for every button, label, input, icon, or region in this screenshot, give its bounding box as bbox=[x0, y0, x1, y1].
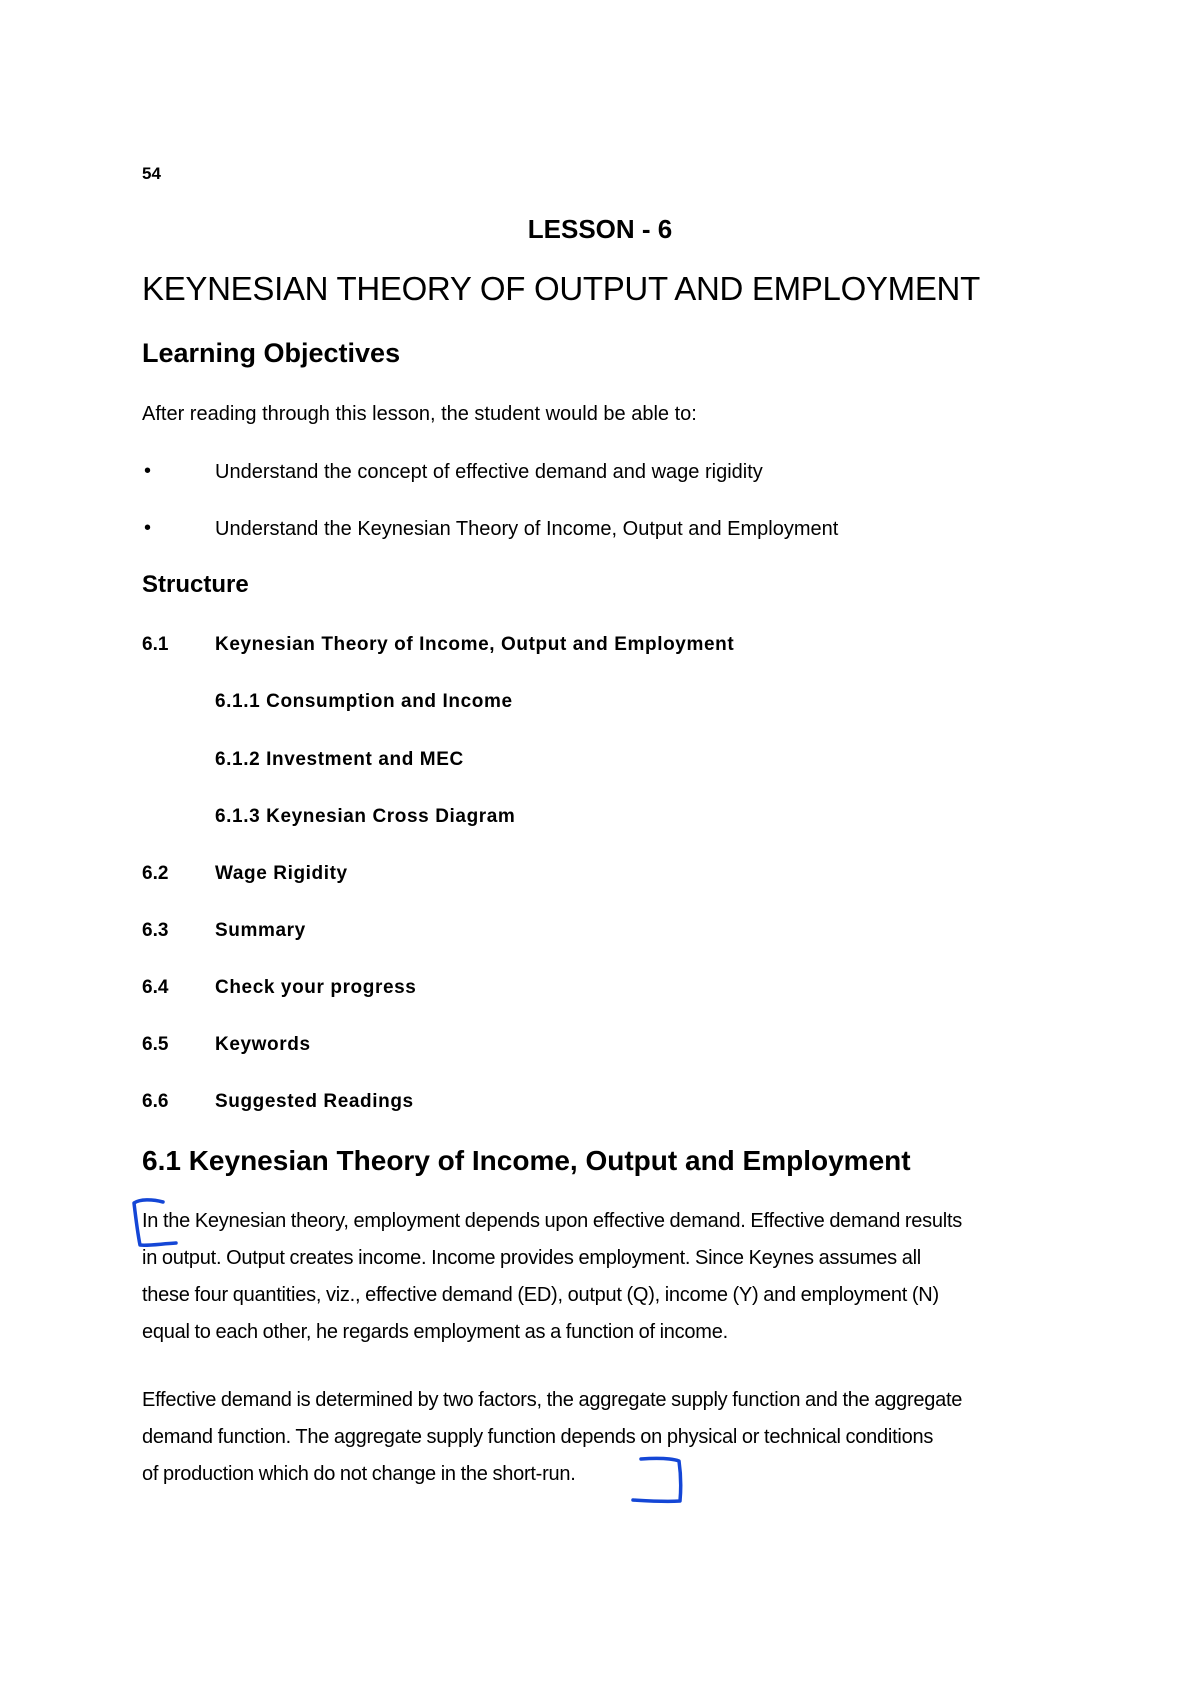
structure-label: Keywords bbox=[215, 1034, 311, 1055]
structure-label: Wage Rigidity bbox=[215, 863, 348, 884]
structure-number: 6.1 bbox=[142, 634, 169, 655]
structure-label: Suggested Readings bbox=[215, 1091, 414, 1112]
objective-text: Understand the concept of effective demand and wage rigidity bbox=[215, 461, 763, 483]
paragraph-line: of production which do not change in the short-run. bbox=[142, 1463, 576, 1485]
paragraph-line: these four quantities, viz., effective demand (ED), output (Q), income (Y) and employment (N) bbox=[142, 1284, 939, 1306]
objective-text: Understand the Keynesian Theory of Income, Output and Employment bbox=[215, 518, 839, 540]
paragraph-line: Effective demand is determined by two factors, the aggregate supply function and the aggregate bbox=[142, 1389, 963, 1411]
lesson-number: LESSON - 6 bbox=[527, 214, 673, 244]
objectives-intro: After reading through this lesson, the student would be able to: bbox=[142, 403, 697, 425]
paragraph-line: In the Keynesian theory, employment depends upon effective demand. Effective demand results bbox=[142, 1210, 963, 1232]
structure-heading: Structure bbox=[142, 571, 249, 598]
structure-number: 6.5 bbox=[142, 1034, 169, 1055]
structure-label: 6.1.1 Consumption and Income bbox=[215, 691, 513, 712]
structure-number: 6.4 bbox=[142, 977, 169, 998]
objectives-heading: Learning Objectives bbox=[142, 338, 401, 368]
paragraph-line: equal to each other, he regards employment as a function of income. bbox=[142, 1321, 728, 1343]
structure-label: Summary bbox=[215, 920, 306, 941]
paragraph-line: in output. Output creates income. Income provides employment. Since Keynes assumes all bbox=[142, 1247, 921, 1269]
paragraph-line: demand function. The aggregate supply function depends on physical or technical conditions bbox=[142, 1426, 934, 1448]
body-paragraph bbox=[142, 1203, 1066, 1351]
structure-label: 6.1.3 Keynesian Cross Diagram bbox=[215, 806, 516, 827]
bullet-icon: • bbox=[144, 517, 152, 539]
structure-label: Check your progress bbox=[215, 977, 417, 998]
structure-number: 6.3 bbox=[142, 920, 169, 941]
section-heading: 6.1 Keynesian Theory of Income, Output and Employment bbox=[142, 1145, 911, 1176]
body-paragraph bbox=[142, 1382, 1066, 1493]
structure-label: Keynesian Theory of Income, Output and Employment bbox=[215, 634, 735, 655]
page-number: 54 bbox=[142, 164, 161, 183]
structure-number: 6.6 bbox=[142, 1091, 169, 1112]
bullet-icon: • bbox=[144, 460, 152, 482]
structure-label: 6.1.2 Investment and MEC bbox=[215, 749, 464, 770]
lesson-title: KEYNESIAN THEORY OF OUTPUT AND EMPLOYMENT bbox=[142, 270, 980, 307]
structure-number: 6.2 bbox=[142, 863, 169, 884]
